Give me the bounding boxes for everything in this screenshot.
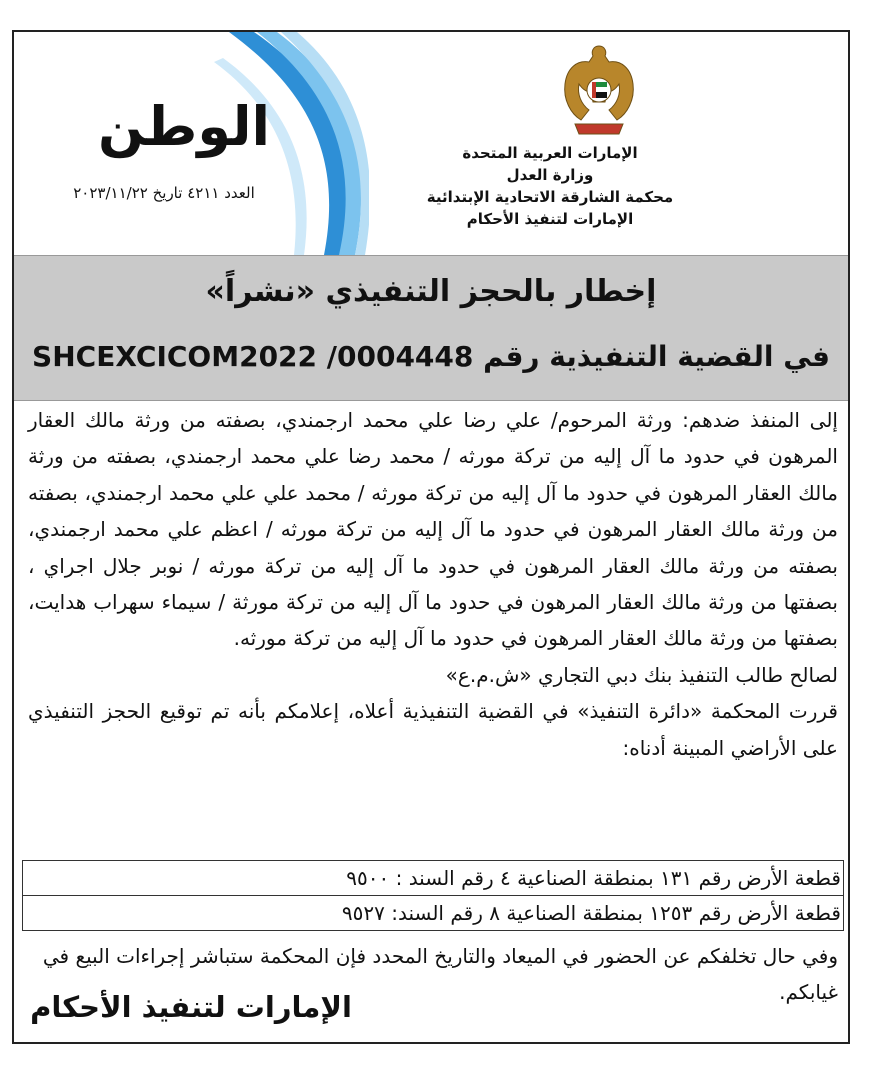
- beneficiary-line: لصالح طالب التنفيذ بنك دبي التجاري «ش.م.ع»: [445, 662, 838, 687]
- notice-header: [14, 32, 848, 255]
- gov-line-execution: الإمارات لتنفيذ الأحكام: [466, 210, 634, 228]
- government-header: [420, 142, 680, 230]
- issue-date-line: العدد ٤٢١١ تاريخ ٢٠٢٣/١١/٢٢: [73, 184, 255, 202]
- gov-line-court: محكمة الشارقة الاتحادية الإبتدائية: [426, 188, 674, 206]
- uae-eagle-emblem-icon: [559, 40, 639, 140]
- decision-paragraph: قررت المحكمة «دائرة التنفيذ» في القضية التنفيذية أعلاه، إعلامكم بأنه تم توقيع الحجز التنفيذي على الأراضي المبينة أدناه:: [28, 699, 838, 760]
- plots-table: [22, 860, 844, 931]
- title-banner: [14, 255, 848, 401]
- plot-row-1: قطعة الأرض رقم ١٣١ بمنطقة الصناعية ٤ رقم السند : ٩٥٠٠: [346, 866, 841, 890]
- notice-body: [28, 402, 838, 766]
- plot-row-2: قطعة الأرض رقم ١٢٥٣ بمنطقة الصناعية ٨ رقم السند: ٩٥٢٧: [23, 895, 843, 930]
- newspaper-logo: الوطن: [97, 95, 271, 158]
- case-number-title: في القضية التنفيذية رقم SHCEXCICOM2022 /0004448: [32, 340, 830, 373]
- notice-title: إخطار بالحجز التنفيذي «نشراً»: [205, 274, 657, 309]
- signature-authority: الإمارات لتنفيذ الأحكام: [30, 990, 352, 1024]
- addressees-paragraph: إلى المنفذ ضدهم: ورثة المرحوم/ علي رضا علي محمد ارجمندي، بصفته من ورثة مالك العقار المرهون في حدود ما آل إليه من تركة مورثه / محمد رضا علي محمد ارجمندي، بصفته من ورثة مالك العقار المرهون في حدود ما آل إليه من تركة مورثه / محمد علي علي محمد ارجمندي، بصفته من ورثة مالك العقار المرهون في حدود ما آل إليه من تركة مورثه / اعظم علي محمد ارجمندي، بصفته من ورثة مالك العقار المرهون في حدود ما آل إليه من تركة مورثه / نوبر جلال اجراي ، بصفتها من ورثة مالك العقار المرهون في حدود ما آل إليه من تركة مورثة / سيماء سهراب هدايت، بصفتها من ورثة مالك العقار المرهون في حدود ما آل إليه من تركة مورثه.: [28, 408, 838, 651]
- gov-line-ministry: وزارة العدل: [506, 166, 594, 184]
- gov-line-country: الإمارات العربية المتحدة: [462, 144, 638, 162]
- closing-paragraph: وفي حال تخلفكم عن الحضور في الميعاد والتاريخ المحدد فإن المحكمة ستباشر إجراءات البيع في غيابكم.: [42, 944, 838, 1004]
- notice-frame: [12, 30, 850, 1044]
